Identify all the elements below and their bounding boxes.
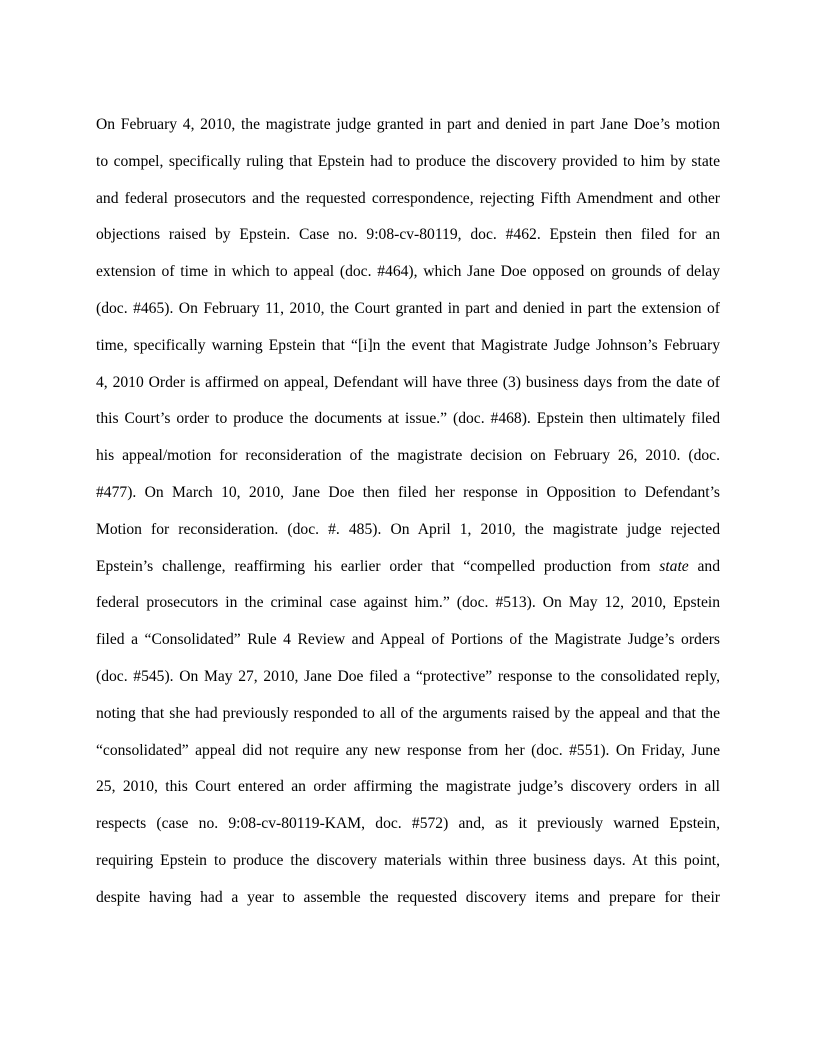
- text-line: Motion for reconsideration. (doc. #. 485). On April 1, 2010, the magistrate judge rejected: [96, 520, 720, 538]
- text-line: to compel, specifically ruling that Epstein had to produce the discovery provided to him by state: [96, 152, 720, 170]
- body-paragraph: [96, 112, 720, 922]
- text-line: (doc. #545). On May 27, 2010, Jane Doe filed a “protective” response to the consolidated reply,: [96, 667, 720, 685]
- text-line: (doc. #465). On February 11, 2010, the Court granted in part and denied in part the extension of: [96, 299, 720, 317]
- text-line: respects (case no. 9:08-cv-80119-KAM, doc. #572) and, as it previously warned Epstein,: [96, 815, 720, 833]
- italic-word: state: [659, 557, 689, 575]
- text-line: and federal prosecutors and the requested correspondence, rejecting Fifth Amendment and other: [96, 189, 720, 207]
- text-line: despite having had a year to assemble the requested discovery items and prepare for their: [96, 888, 720, 906]
- text-line: noting that she had previously responded to all of the arguments raised by the appeal and that the: [96, 704, 720, 722]
- text-line: requiring Epstein to produce the discovery materials within three business days. At this point,: [96, 851, 720, 869]
- text-line: time, specifically warning Epstein that “[i]n the event that Magistrate Judge Johnson’s February: [96, 336, 720, 354]
- text-line: extension of time in which to appeal (doc. #464), which Jane Doe opposed on grounds of delay: [96, 263, 720, 281]
- text-line: objections raised by Epstein. Case no. 9:08-cv-80119, doc. #462. Epstein then filed for an: [96, 226, 720, 244]
- text-line: federal prosecutors in the criminal case against him.” (doc. #513). On May 12, 2010, Epstein: [96, 594, 720, 612]
- text-segment: and: [688, 557, 720, 575]
- text-line-with-italic: [96, 554, 720, 591]
- text-line: this Court’s order to produce the documents at issue.” (doc. #468). Epstein then ultimately filed: [96, 410, 720, 428]
- text-segment: Epstein’s challenge, reaffirming his earlier order that “compelled production from: [96, 557, 660, 575]
- text-line: “consolidated” appeal did not require any new response from her (doc. #551). On Friday, June: [96, 741, 720, 759]
- text-line: filed a “Consolidated” Rule 4 Review and Appeal of Portions of the Magistrate Judge’s orders: [96, 631, 720, 649]
- text-line: 25, 2010, this Court entered an order affirming the magistrate judge’s discovery orders in all: [96, 778, 720, 796]
- text-line: On February 4, 2010, the magistrate judge granted in part and denied in part Jane Doe’s motion: [96, 116, 720, 133]
- text-line: 4, 2010 Order is affirmed on appeal, Defendant will have three (3) business days from the date of: [96, 373, 720, 391]
- text-line: his appeal/motion for reconsideration of the magistrate decision on February 26, 2010. (doc.: [96, 447, 720, 465]
- text-line: #477). On March 10, 2010, Jane Doe then filed her response in Opposition to Defendant’s: [96, 483, 720, 501]
